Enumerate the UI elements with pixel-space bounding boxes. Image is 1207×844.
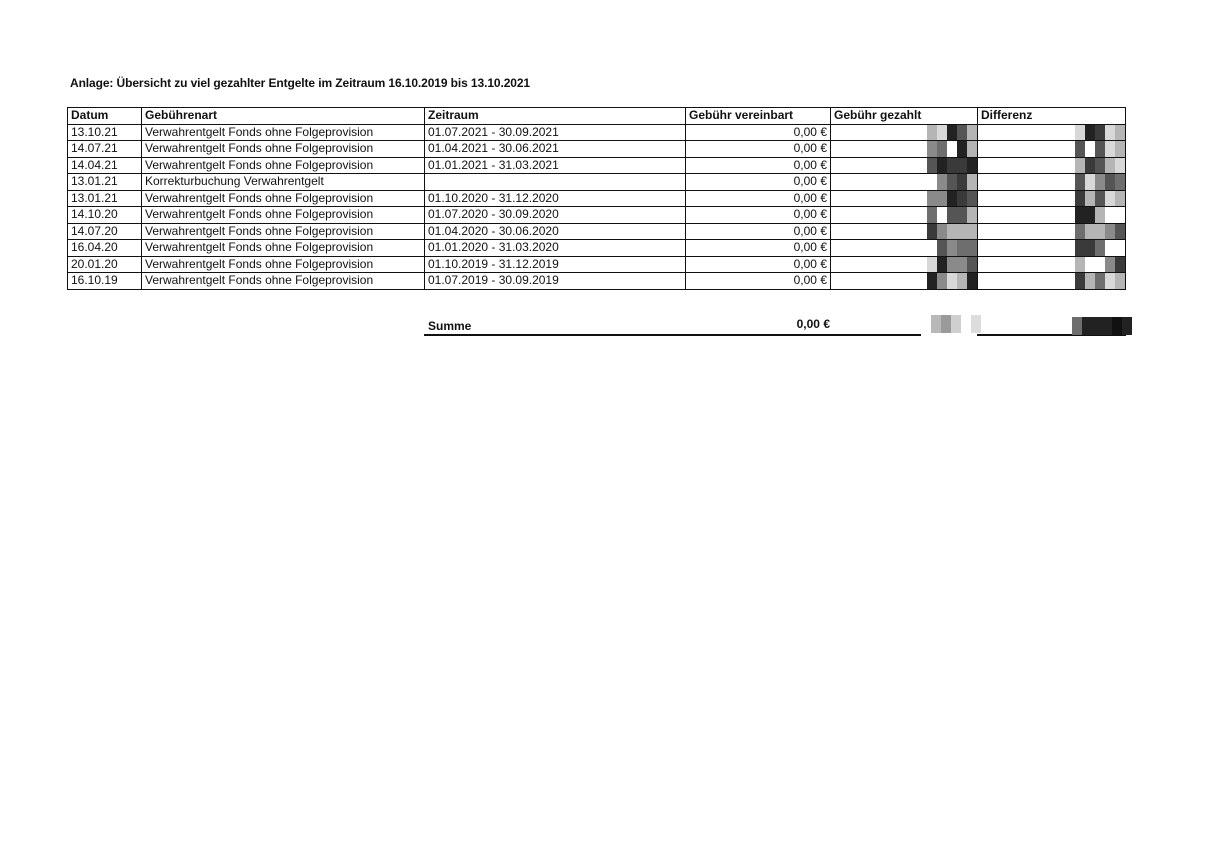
table-row [68,223,1126,240]
cell-gebuehrenart: Verwahrentgelt Fonds ohne Folgeprovision [142,141,425,158]
cell-zeitraum: 01.07.2020 - 30.09.2020 [425,207,686,224]
cell-gebuehr-vereinbart: 0,00 € [686,207,831,224]
header-gebuehr-gezahlt: Gebühr gezahlt [831,108,978,125]
cell-differenz-redacted [978,157,1126,174]
fees-table [67,107,1126,290]
cell-gebuehr-gezahlt-redacted [831,157,978,174]
cell-gebuehrenart: Verwahrentgelt Fonds ohne Folgeprovision [142,240,425,257]
cell-datum: 16.10.19 [68,273,142,290]
header-zeitraum: Zeitraum [425,108,686,125]
cell-zeitraum: 01.01.2021 - 31.03.2021 [425,157,686,174]
header-differenz: Differenz [978,108,1126,125]
cell-datum: 16.04.20 [68,240,142,257]
cell-zeitraum: 01.01.2020 - 31.03.2020 [425,240,686,257]
redacted-summe-gezahlt [931,315,981,333]
cell-gebuehr-gezahlt-redacted [831,256,978,273]
cell-gebuehr-vereinbart: 0,00 € [686,157,831,174]
header-gebuehrenart: Gebührenart [142,108,425,125]
cell-gebuehrenart: Verwahrentgelt Fonds ohne Folgeprovision [142,273,425,290]
table-row [68,256,1126,273]
cell-datum: 14.04.21 [68,157,142,174]
summe-underline [424,334,921,336]
cell-gebuehrenart: Verwahrentgelt Fonds ohne Folgeprovision [142,190,425,207]
cell-zeitraum: 01.07.2019 - 30.09.2019 [425,273,686,290]
table-row [68,273,1126,290]
cell-zeitraum: 01.10.2020 - 31.12.2020 [425,190,686,207]
cell-gebuehrenart: Verwahrentgelt Fonds ohne Folgeprovision [142,256,425,273]
table-body [68,124,1126,289]
cell-differenz-redacted [978,190,1126,207]
cell-differenz-redacted [978,141,1126,158]
cell-gebuehr-gezahlt-redacted [831,240,978,257]
cell-zeitraum: 01.07.2021 - 30.09.2021 [425,124,686,141]
table-row [68,124,1126,141]
table-row [68,174,1126,191]
cell-gebuehrenart: Verwahrentgelt Fonds ohne Folgeprovision [142,207,425,224]
cell-gebuehr-vereinbart: 0,00 € [686,124,831,141]
cell-datum: 13.01.21 [68,190,142,207]
cell-gebuehr-vereinbart: 0,00 € [686,141,831,158]
cell-zeitraum [425,174,686,191]
cell-gebuehr-gezahlt-redacted [831,174,978,191]
summe-label: Summe [428,319,472,333]
cell-gebuehr-gezahlt-redacted [831,273,978,290]
cell-datum: 13.01.21 [68,174,142,191]
cell-gebuehr-vereinbart: 0,00 € [686,174,831,191]
cell-differenz-redacted [978,273,1126,290]
table-row [68,240,1126,257]
cell-differenz-redacted [978,207,1126,224]
cell-gebuehr-gezahlt-redacted [831,141,978,158]
cell-gebuehr-vereinbart: 0,00 € [686,190,831,207]
cell-differenz-redacted [978,223,1126,240]
cell-datum: 13.10.21 [68,124,142,141]
cell-gebuehrenart: Verwahrentgelt Fonds ohne Folgeprovision [142,157,425,174]
cell-datum: 14.10.20 [68,207,142,224]
cell-differenz-redacted [978,124,1126,141]
cell-differenz-redacted [978,240,1126,257]
table-row [68,190,1126,207]
cell-gebuehr-vereinbart: 0,00 € [686,256,831,273]
cell-gebuehr-vereinbart: 0,00 € [686,240,831,257]
cell-gebuehrenart: Verwahrentgelt Fonds ohne Folgeprovision [142,223,425,240]
table-row [68,141,1126,158]
table-row [68,157,1126,174]
page-title: Anlage: Übersicht zu viel gezahlter Entgelte im Zeitraum 16.10.2019 bis 13.10.2021 [70,76,530,90]
redacted-summe-differenz [1072,317,1132,335]
cell-datum: 14.07.21 [68,141,142,158]
cell-differenz-redacted [978,174,1126,191]
cell-gebuehr-gezahlt-redacted [831,190,978,207]
cell-zeitraum: 01.04.2021 - 30.06.2021 [425,141,686,158]
cell-zeitraum: 01.04.2020 - 30.06.2020 [425,223,686,240]
header-datum: Datum [68,108,142,125]
cell-gebuehrenart: Korrekturbuchung Verwahrentgelt [142,174,425,191]
cell-gebuehr-gezahlt-redacted [831,207,978,224]
cell-gebuehr-vereinbart: 0,00 € [686,223,831,240]
cell-gebuehr-gezahlt-redacted [831,223,978,240]
cell-differenz-redacted [978,256,1126,273]
header-gebuehr-vereinbart: Gebühr vereinbart [686,108,831,125]
cell-gebuehr-vereinbart: 0,00 € [686,273,831,290]
cell-datum: 20.01.20 [68,256,142,273]
cell-zeitraum: 01.10.2019 - 31.12.2019 [425,256,686,273]
table-header-row [68,108,1126,125]
table-row [68,207,1126,224]
cell-datum: 14.07.20 [68,223,142,240]
cell-gebuehr-gezahlt-redacted [831,124,978,141]
cell-gebuehrenart: Verwahrentgelt Fonds ohne Folgeprovision [142,124,425,141]
summe-vereinbart: 0,00 € [796,317,830,331]
